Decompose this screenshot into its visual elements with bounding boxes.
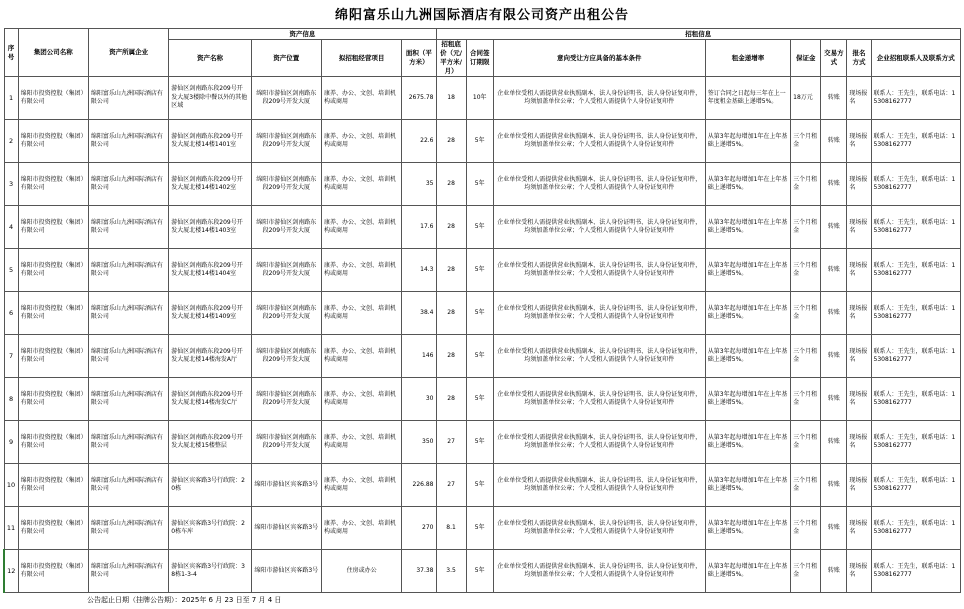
cell-rent-increase: 从第3年起每增加1年在上年基础上递增5%。 [705,206,790,249]
cell-asset-company: 绵阳富乐山九洲国际酒店有限公司 [88,120,168,163]
cell-asset-location: 绵阳市游仙区剑南路东段209号开发大厦 [251,163,321,206]
cell-rent-increase: 从第3年起每增加1年在上年基础上递增5%。 [705,421,790,464]
cell-group-company: 绵阳市投资控股（集团）有限公司 [18,335,88,378]
asset-lease-table [3,28,961,593]
cell-group-company: 绵阳市投资控股（集团）有限公司 [18,163,88,206]
cell-area: 2675.78 [402,77,436,120]
cell-seq: 12 [4,550,18,593]
cell-group-company: 绵阳市投资控股（集团）有限公司 [18,292,88,335]
cell-notice-method: 现场报名 [847,249,871,292]
cell-asset-name: 游仙区宾客路3号行政院：38栋1-3-4 [169,550,251,593]
cell-intended-use: 住房或办公 [321,550,401,593]
table-row [4,464,961,507]
cell-conditions: 企业单位受租人需提供营业执照副本、法人身份证明书、法人身份证复印件，均须加盖单位公章；个人受租人需提供个人身份证复印件 [493,77,705,120]
cell-seq: 1 [4,77,18,120]
cell-notice-method: 现场报名 [847,464,871,507]
cell-asset-company: 绵阳富乐山九洲国际酒店有限公司 [88,249,168,292]
cell-contact: 联系人：王先生，联系电话：15308162777 [871,507,961,550]
cell-rent-increase: 签订合同之日起每三年在上一年度租金基础上递增5%。 [705,77,790,120]
cell-rent-increase: 从第3年起每增加1年在上年基础上递增5%。 [705,378,790,421]
cell-area: 146 [402,335,436,378]
col-group-asset-info: 资产信息 [169,29,436,40]
cell-term: 5年 [466,507,493,550]
table-row [4,421,961,464]
header-row-groups [4,29,961,40]
cell-term: 5年 [466,378,493,421]
cell-seq: 8 [4,378,18,421]
col-header-conditions: 意向受让方应具备的基本条件 [493,40,705,77]
cell-deposit: 三个月租金 [791,206,821,249]
cell-conditions: 企业单位受租人需提供营业执照副本、法人身份证明书、法人身份证复印件，均须加盖单位公章；个人受租人需提供个人身份证复印件 [493,163,705,206]
cell-notice-method: 现场报名 [847,335,871,378]
cell-seq: 4 [4,206,18,249]
cell-contact: 联系人：王先生，联系电话：15308162777 [871,335,961,378]
cell-seq: 6 [4,292,18,335]
cell-base-price: 28 [436,378,466,421]
table-row [4,335,961,378]
cell-group-company: 绵阳市投资控股（集团）有限公司 [18,507,88,550]
cell-deposit: 三个月租金 [791,507,821,550]
cell-term: 5年 [466,335,493,378]
cell-area: 30 [402,378,436,421]
cell-group-company: 绵阳市投资控股（集团）有限公司 [18,464,88,507]
cell-asset-location: 绵阳市游仙区剑南路东段209号开发大厦 [251,77,321,120]
cell-contact: 联系人：王先生，联系电话：15308162777 [871,120,961,163]
cell-base-price: 28 [436,249,466,292]
cell-asset-name: 游仙区剑南路东段209号开发大厦北楼14楼1402室 [169,163,251,206]
cell-rent-increase: 从第3年起每增加1年在上年基础上递增5%。 [705,507,790,550]
cell-group-company: 绵阳市投资控股（集团）有限公司 [18,550,88,593]
cell-deposit: 三个月租金 [791,292,821,335]
cell-deposit: 三个月租金 [791,550,821,593]
cell-asset-name: 游仙区剑南路东段209号开发大厦北楼14楼1401室 [169,120,251,163]
cell-asset-company: 绵阳富乐山九洲国际酒店有限公司 [88,206,168,249]
cell-asset-location: 绵阳市游仙区剑南路东段209号开发大厦 [251,335,321,378]
cell-trade-method: 转账 [821,292,847,335]
cell-base-price: 8.1 [436,507,466,550]
col-header-base-price: 招租底价（元/平方米/月） [436,40,466,77]
table-row [4,163,961,206]
cell-term: 5年 [466,120,493,163]
cell-rent-increase: 从第3年起每增加1年在上年基础上递增5%。 [705,163,790,206]
col-header-area: 面积（平方米） [402,40,436,77]
cell-area: 17.6 [402,206,436,249]
cell-trade-method: 转账 [821,249,847,292]
cell-conditions: 企业单位受租人需提供营业执照副本、法人身份证明书、法人身份证复印件，均须加盖单位公章；个人受租人需提供个人身份证复印件 [493,335,705,378]
cell-conditions: 企业单位受租人需提供营业执照副本、法人身份证明书、法人身份证复印件，均须加盖单位公章；个人受租人需提供个人身份证复印件 [493,206,705,249]
cell-asset-location: 绵阳市游仙区剑南路东段209号开发大厦 [251,120,321,163]
cell-intended-use: 康养、办公、文创、培训机构或商用 [321,335,401,378]
cell-intended-use: 康养、办公、文创、培训机构或商用 [321,206,401,249]
table-row [4,378,961,421]
cell-asset-name: 游仙区剑南路东段209号开发大厦北楼14楼海发C厅 [169,378,251,421]
cell-deposit: 三个月租金 [791,335,821,378]
cell-contact: 联系人：王先生，联系电话：15308162777 [871,249,961,292]
cell-trade-method: 转账 [821,550,847,593]
cell-group-company: 绵阳市投资控股（集团）有限公司 [18,378,88,421]
cell-trade-method: 转账 [821,163,847,206]
cell-conditions: 企业单位受租人需提供营业执照副本、法人身份证明书、法人身份证复印件，均须加盖单位公章；个人受租人需提供个人身份证复印件 [493,464,705,507]
col-header-trade-method: 交易方式 [821,40,847,77]
col-header-asset-name: 资产名称 [169,40,251,77]
cell-conditions: 企业单位受租人需提供营业执照副本、法人身份证明书、法人身份证复印件，均须加盖单位公章；个人受租人需提供个人身份证复印件 [493,120,705,163]
cell-base-price: 28 [436,292,466,335]
cell-rent-increase: 从第3年起每增加1年在上年基础上递增5%。 [705,335,790,378]
cell-deposit: 三个月租金 [791,120,821,163]
cell-deposit: 三个月租金 [791,464,821,507]
cell-rent-increase: 从第3年起每增加1年在上年基础上递增5%。 [705,464,790,507]
cell-intended-use: 康养、办公、文创、培训机构或商用 [321,292,401,335]
cell-trade-method: 转账 [821,206,847,249]
cell-base-price: 28 [436,120,466,163]
cell-notice-method: 现场报名 [847,163,871,206]
cell-deposit: 三个月租金 [791,249,821,292]
cell-base-price: 28 [436,163,466,206]
cell-deposit: 三个月租金 [791,163,821,206]
cell-base-price: 28 [436,206,466,249]
cell-seq: 5 [4,249,18,292]
cell-area: 226.88 [402,464,436,507]
col-group-lease-info: 招租信息 [436,29,961,40]
col-header-rent-increase: 租金递增率 [705,40,790,77]
cell-base-price: 3.5 [436,550,466,593]
cell-asset-company: 绵阳富乐山九洲国际酒店有限公司 [88,335,168,378]
cell-trade-method: 转账 [821,378,847,421]
cell-asset-location: 绵阳市游仙区宾客路3号 [251,550,321,593]
cell-notice-method: 现场报名 [847,550,871,593]
table-row [4,292,961,335]
cell-seq: 3 [4,163,18,206]
cell-asset-location: 绵阳市游仙区剑南路东段209号开发大厦 [251,378,321,421]
cell-group-company: 绵阳市投资控股（集团）有限公司 [18,206,88,249]
cell-asset-name: 游仙区剑南路东段209号开发大厦3楼除中餐以外的其他区域 [169,77,251,120]
col-header-term: 合同签订期限 [466,40,493,77]
announcement-period-label: 公告起止日期（挂牌公告期）： [87,596,182,604]
cell-group-company: 绵阳市投资控股（集团）有限公司 [18,77,88,120]
cell-contact: 联系人：王先生，联系电话：15308162777 [871,550,961,593]
cell-intended-use: 康养、办公、文创、培训机构或商用 [321,507,401,550]
cell-contact: 联系人：王先生，联系电话：15308162777 [871,206,961,249]
cell-term: 5年 [466,163,493,206]
cell-term: 5年 [466,292,493,335]
table-row [4,550,961,593]
cell-asset-company: 绵阳富乐山九洲国际酒店有限公司 [88,77,168,120]
cell-term: 5年 [466,421,493,464]
cell-asset-company: 绵阳富乐山九洲国际酒店有限公司 [88,378,168,421]
cell-notice-method: 现场报名 [847,378,871,421]
cell-trade-method: 转账 [821,507,847,550]
cell-asset-name: 游仙区剑南路东段209号开发大厦北楼14楼1403室 [169,206,251,249]
cell-asset-name: 游仙区宾客路3号行政院：20栋 [169,464,251,507]
cell-trade-method: 转账 [821,464,847,507]
cell-notice-method: 现场报名 [847,292,871,335]
cell-trade-method: 转账 [821,335,847,378]
cell-notice-method: 现场报名 [847,421,871,464]
cell-conditions: 企业单位受租人需提供营业执照副本、法人身份证明书、法人身份证复印件，均须加盖单位公章；个人受租人需提供个人身份证复印件 [493,550,705,593]
col-header-notice-method: 报名方式 [847,40,871,77]
cell-term: 5年 [466,464,493,507]
cell-term: 5年 [466,550,493,593]
cell-asset-company: 绵阳富乐山九洲国际酒店有限公司 [88,507,168,550]
cell-contact: 联系人：王先生，联系电话：15308162777 [871,464,961,507]
cell-asset-location: 绵阳市游仙区宾客路3号 [251,464,321,507]
col-header-seq: 序号 [4,29,18,77]
col-header-asset-company: 资产所属企业 [88,29,168,77]
cell-notice-method: 现场报名 [847,120,871,163]
cell-trade-method: 转账 [821,77,847,120]
cell-asset-location: 绵阳市游仙区宾客路3号 [251,507,321,550]
cell-contact: 联系人：王先生，联系电话：15308162777 [871,77,961,120]
cell-asset-name: 游仙区剑南路东段209号开发大厦北楼14楼海发A厅 [169,335,251,378]
cell-intended-use: 康养、办公、文创、培训机构或商用 [321,378,401,421]
table-row [4,120,961,163]
cell-term: 10年 [466,77,493,120]
cell-group-company: 绵阳市投资控股（集团）有限公司 [18,249,88,292]
cell-conditions: 企业单位受租人需提供营业执照副本、法人身份证明书、法人身份证复印件，均须加盖单位公章；个人受租人需提供个人身份证复印件 [493,249,705,292]
cell-intended-use: 康养、办公、文创、培训机构或商用 [321,421,401,464]
cell-asset-company: 绵阳富乐山九洲国际酒店有限公司 [88,292,168,335]
cell-asset-location: 绵阳市游仙区剑南路东段209号开发大厦 [251,249,321,292]
cell-contact: 联系人：王先生，联系电话：15308162777 [871,292,961,335]
cell-asset-name: 游仙区剑南路东段209号开发大厦北楼14楼1409室 [169,292,251,335]
cell-contact: 联系人：王先生，联系电话：15308162777 [871,421,961,464]
cell-base-price: 18 [436,77,466,120]
col-header-group-company: 集团公司名称 [18,29,88,77]
cell-asset-location: 绵阳市游仙区剑南路东段209号开发大厦 [251,206,321,249]
cell-area: 22.6 [402,120,436,163]
cell-conditions: 企业单位受租人需提供营业执照副本、法人身份证明书、法人身份证复印件，均须加盖单位公章；个人受租人需提供个人身份证复印件 [493,378,705,421]
announcement-period-dates: 2025年 6 月 23 日至 7 月 4 日 [181,596,282,604]
cell-group-company: 绵阳市投资控股（集团）有限公司 [18,421,88,464]
cell-rent-increase: 从第3年起每增加1年在上年基础上递增5%。 [705,249,790,292]
col-header-intended-use: 拟招租经营项目 [321,40,401,77]
announcement-sheet [3,4,961,604]
cell-deposit: 三个月租金 [791,421,821,464]
cell-conditions: 企业单位受租人需提供营业执照副本、法人身份证明书、法人身份证复印件，均须加盖单位公章；个人受租人需提供个人身份证复印件 [493,507,705,550]
cell-conditions: 企业单位受租人需提供营业执照副本、法人身份证明书、法人身份证复印件，均须加盖单位公章；个人受租人需提供个人身份证复印件 [493,421,705,464]
cell-base-price: 27 [436,421,466,464]
cell-notice-method: 现场报名 [847,507,871,550]
col-header-asset-location: 资产位置 [251,40,321,77]
cell-area: 350 [402,421,436,464]
cell-trade-method: 转账 [821,120,847,163]
cell-notice-method: 现场报名 [847,206,871,249]
table-row [4,507,961,550]
cell-rent-increase: 从第3年起每增加1年在上年基础上递增5%。 [705,292,790,335]
cell-contact: 联系人：王先生，联系电话：15308162777 [871,163,961,206]
cell-group-company: 绵阳市投资控股（集团）有限公司 [18,120,88,163]
cell-seq: 7 [4,335,18,378]
table-row [4,77,961,120]
col-header-contact: 企业招租联系人及联系方式 [871,40,961,77]
announcement-period [3,594,961,606]
table-row [4,206,961,249]
cell-intended-use: 康养、办公、文创、培训机构或商用 [321,163,401,206]
cell-seq: 2 [4,120,18,163]
cell-term: 5年 [466,206,493,249]
cell-area: 270 [402,507,436,550]
cell-deposit: 三个月租金 [791,378,821,421]
cell-area: 14.3 [402,249,436,292]
cell-asset-name: 游仙区剑南路东段209号开发大厦北楼15楼整层 [169,421,251,464]
table-row [4,249,961,292]
cell-asset-location: 绵阳市游仙区剑南路东段209号开发大厦 [251,421,321,464]
cell-asset-company: 绵阳富乐山九洲国际酒店有限公司 [88,464,168,507]
cell-contact: 联系人：王先生，联系电话：15308162777 [871,378,961,421]
cell-base-price: 27 [436,464,466,507]
cell-intended-use: 康养、办公、文创、培训机构或商用 [321,464,401,507]
cell-seq: 11 [4,507,18,550]
cell-asset-company: 绵阳富乐山九洲国际酒店有限公司 [88,163,168,206]
cell-asset-name: 游仙区宾客路3号行政院：20栋车库 [169,507,251,550]
cell-conditions: 企业单位受租人需提供营业执照副本、法人身份证明书、法人身份证复印件，均须加盖单位公章；个人受租人需提供个人身份证复印件 [493,292,705,335]
cell-asset-company: 绵阳富乐山九洲国际酒店有限公司 [88,421,168,464]
cell-seq: 9 [4,421,18,464]
cell-area: 38.4 [402,292,436,335]
cell-term: 5年 [466,249,493,292]
cell-seq: 10 [4,464,18,507]
cell-rent-increase: 从第3年起每增加1年在上年基础上递增5%。 [705,120,790,163]
cell-rent-increase: 从第3年起每增加1年在上年基础上递增5%。 [705,550,790,593]
cell-asset-company: 绵阳富乐山九洲国际酒店有限公司 [88,550,168,593]
cell-base-price: 28 [436,335,466,378]
cell-area: 35 [402,163,436,206]
cell-asset-name: 游仙区剑南路东段209号开发大厦北楼14楼1404室 [169,249,251,292]
cell-trade-method: 转账 [821,421,847,464]
cell-notice-method: 现场报名 [847,77,871,120]
cell-area: 37.38 [402,550,436,593]
cell-intended-use: 康养、办公、文创、培训机构或商用 [321,77,401,120]
page-title: 绵阳富乐山九洲国际酒店有限公司资产出租公告 [334,8,629,23]
cell-deposit: 18万元 [791,77,821,120]
cell-intended-use: 康养、办公、文创、培训机构或商用 [321,120,401,163]
cell-intended-use: 康养、办公、文创、培训机构或商用 [321,249,401,292]
cell-asset-location: 绵阳市游仙区剑南路东段209号开发大厦 [251,292,321,335]
col-header-deposit: 保证金 [791,40,821,77]
